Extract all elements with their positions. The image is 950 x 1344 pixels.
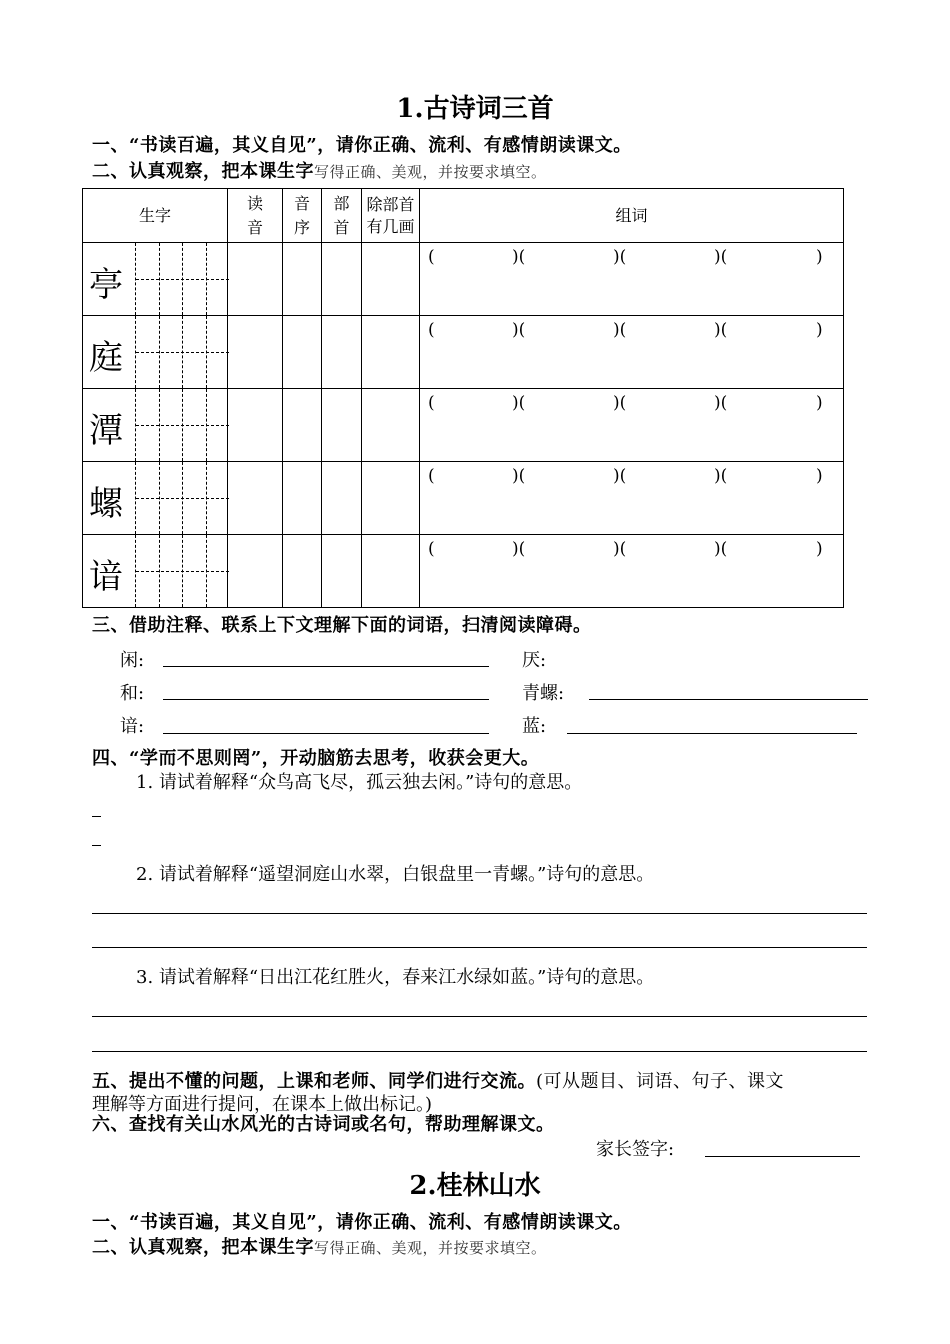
vocab-label-xian: 闲:	[120, 650, 145, 671]
table-row	[83, 316, 844, 389]
section5-note-a: (可从题目、词语、句子、课文	[536, 1071, 785, 1092]
lesson2-section2-note: 写得正确、美观，并按要求填空。	[314, 1239, 547, 1257]
writing-grid[interactable]	[135, 243, 229, 315]
header-radical: 部 首	[322, 189, 362, 243]
answer-line[interactable]	[92, 947, 867, 948]
sequence-input[interactable]	[283, 243, 322, 316]
section2-instruction	[92, 157, 547, 183]
writing-grid[interactable]	[135, 316, 229, 388]
char-cell	[83, 243, 228, 316]
character: 螺	[89, 484, 123, 524]
radical-input[interactable]	[322, 316, 362, 389]
sequence-input[interactable]	[283, 389, 322, 462]
section5-bold: 五、提出不懂的问题，上课和老师、同学们进行交流。	[92, 1071, 536, 1092]
pinyin-input[interactable]	[228, 243, 283, 316]
section4-instruction: 四、“学而不思则罔”，开动脑筋去思考，收获会更大。	[92, 748, 540, 769]
lesson1-title: 1.古诗词三首	[396, 94, 554, 124]
lesson2-section1-instruction: 一、“书读百遍，其义自见”，请你正确、流利、有感情朗读课文。	[92, 1212, 632, 1233]
question-1: 1. 请试着解释“众鸟高飞尽，孤云独去闲。”诗句的意思。	[136, 772, 583, 793]
strokes-input[interactable]	[362, 462, 420, 535]
answer-line[interactable]	[92, 1051, 867, 1052]
words-input[interactable]: ( )( )( )( )	[420, 389, 844, 462]
section3-instruction: 三、借助注释、联系上下文理解下面的词语，扫清阅读障碍。	[92, 615, 592, 636]
char-cell	[83, 389, 228, 462]
vocab-answer-line[interactable]	[163, 699, 489, 700]
section6-instruction: 六、查找有关山水风光的古诗词或名句，帮助理解课文。	[92, 1114, 555, 1135]
sequence-input[interactable]	[283, 535, 322, 608]
table-row	[83, 462, 844, 535]
radical-input[interactable]	[322, 462, 362, 535]
vocab-answer-line[interactable]	[163, 666, 489, 667]
pinyin-input[interactable]	[228, 462, 283, 535]
vocab-answer-line[interactable]	[163, 733, 489, 734]
words-input[interactable]: ( )( )( )( )	[420, 462, 844, 535]
vocab-answer-line[interactable]	[589, 699, 868, 700]
writing-grid[interactable]	[135, 389, 229, 461]
sequence-input[interactable]	[283, 316, 322, 389]
radical-input[interactable]	[322, 535, 362, 608]
lesson2-section2-instruction	[92, 1233, 547, 1259]
vocab-label-lan: 蓝:	[522, 716, 547, 737]
char-cell	[83, 535, 228, 608]
table-row	[83, 535, 844, 608]
strokes-input[interactable]	[362, 316, 420, 389]
lesson2-title: 2.桂林山水	[409, 1171, 541, 1201]
answer-line[interactable]	[92, 845, 101, 846]
header-sequence: 音 序	[283, 189, 322, 243]
pinyin-input[interactable]	[228, 535, 283, 608]
answer-line[interactable]	[92, 816, 101, 817]
table-row	[83, 243, 844, 316]
parent-signature-label: 家长签字:	[596, 1139, 675, 1160]
character: 庭	[89, 338, 123, 378]
vocab-answer-line[interactable]	[567, 733, 857, 734]
header-words: 组词	[420, 189, 844, 243]
section5-note-b: 理解等方面进行提问，在课本上做出标记。)	[92, 1094, 433, 1115]
char-cell	[83, 316, 228, 389]
char-cell	[83, 462, 228, 535]
pinyin-input[interactable]	[228, 389, 283, 462]
section2-note: 写得正确、美观，并按要求填空。	[314, 163, 547, 181]
character: 谙	[89, 557, 123, 597]
words-input[interactable]: ( )( )( )( )	[420, 316, 844, 389]
character-table	[82, 188, 844, 608]
pinyin-input[interactable]	[228, 316, 283, 389]
section1-instruction: 一、“书读百遍，其义自见”，请你正确、流利、有感情朗读课文。	[92, 135, 632, 156]
writing-grid[interactable]	[135, 535, 229, 607]
vocab-label-qingluo: 青螺:	[522, 683, 565, 704]
question-2: 2. 请试着解释“遥望洞庭山水翠，白银盘里一青螺。”诗句的意思。	[136, 864, 655, 885]
lesson2-section2-bold: 二、认真观察，把本课生字	[92, 1237, 314, 1258]
question-3: 3. 请试着解释“日出江花红胜火，春来江水绿如蓝。”诗句的意思。	[136, 967, 655, 988]
header-char: 生字	[83, 189, 228, 243]
header-strokes: 除部首 有几画	[362, 189, 420, 243]
words-input[interactable]: ( )( )( )( )	[420, 535, 844, 608]
strokes-input[interactable]	[362, 535, 420, 608]
strokes-input[interactable]	[362, 389, 420, 462]
vocab-label-yan: 厌:	[522, 650, 547, 671]
header-pinyin: 读 音	[228, 189, 283, 243]
radical-input[interactable]	[322, 243, 362, 316]
words-input[interactable]: ( )( )( )( )	[420, 243, 844, 316]
table-row	[83, 389, 844, 462]
sequence-input[interactable]	[283, 462, 322, 535]
parent-signature-line[interactable]	[705, 1156, 860, 1157]
radical-input[interactable]	[322, 389, 362, 462]
vocab-label-an: 谙:	[120, 716, 145, 737]
strokes-input[interactable]	[362, 243, 420, 316]
writing-grid[interactable]	[135, 462, 229, 534]
answer-line[interactable]	[92, 1016, 867, 1017]
character: 亭	[89, 265, 123, 305]
vocab-label-he: 和:	[120, 683, 145, 704]
answer-line[interactable]	[92, 913, 867, 914]
character: 潭	[89, 411, 123, 451]
section2-bold: 二、认真观察，把本课生字	[92, 161, 314, 182]
